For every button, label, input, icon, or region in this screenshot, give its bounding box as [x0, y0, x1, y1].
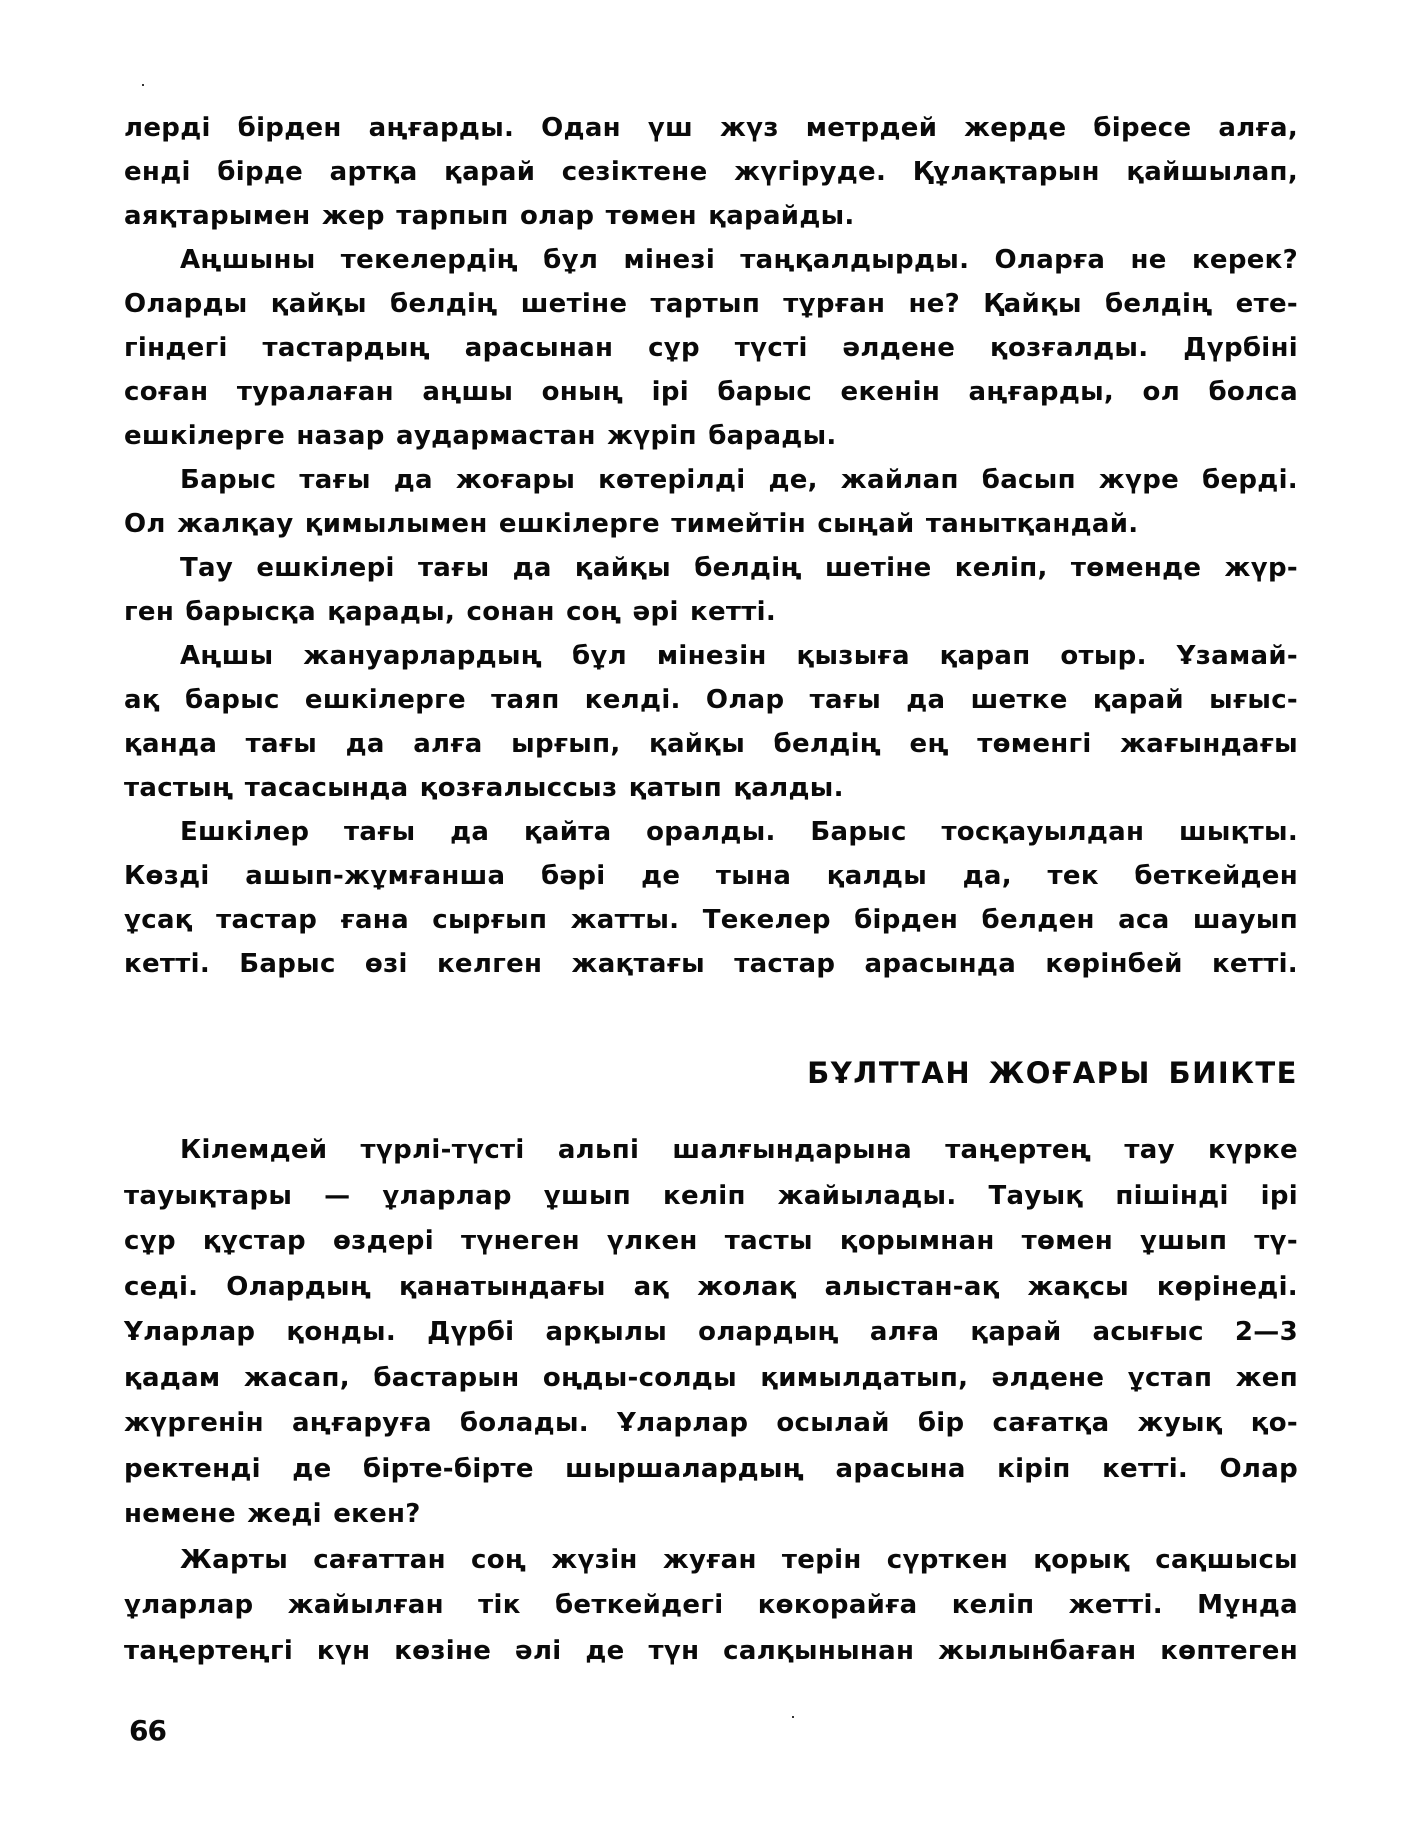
paragraph: [124, 1128, 1298, 1538]
text-line: ешкілерге назар аудармастан жүріп барады.: [124, 421, 837, 451]
print-speck: [142, 84, 144, 86]
text-line: ректенді де бірте-бірте шыршалардың арасына кіріп кетті. Олар: [124, 1453, 1298, 1484]
text-line: сұр құстар өздері түнеген үлкен тасты қорымнан төмен ұшып тү-: [124, 1226, 1298, 1256]
text-line: Барыс тағы да жоғары көтерілді де, жайлап басып жүре берді.: [180, 465, 1298, 495]
text-line: таңертеңгі күн көзіне әлі де түн салқынынан жылынбаған көптеген: [124, 1635, 1298, 1666]
text-line: тастың тасасында қозғалыссыз қатып қалды.: [124, 773, 844, 803]
paragraph: [124, 810, 1298, 986]
text-line: Аңшы жануарлардың бұл мінезін қызыға қарап отыр. Ұзамай-: [180, 641, 1298, 671]
paragraph: [124, 238, 1298, 458]
text-line: Көзді ашып-жұмғанша бәрі де тына қалды да, тек беткейден: [124, 861, 1298, 891]
text-line: қанда тағы да алға ырғып, қайқы белдің ең төменгі жағындағы: [124, 729, 1298, 759]
text-line: ақ барыс ешкілерге таяп келді. Олар тағы да шетке қарай ығыс-: [124, 685, 1298, 715]
text-line: ұсақ тастар ғана сырғып жатты. Текелер бірден белден аса шауып: [124, 905, 1298, 935]
text-line: соған туралаған аңшы оның ірі барыс екенін аңғарды, ол болса: [124, 377, 1298, 407]
text-line: Кілемдей түрлі-түсті альпі шалғындарына таңертең тау күрке: [180, 1135, 1298, 1165]
section-heading: БҰЛТТАН ЖОҒАРЫ БИІКТЕ: [807, 1056, 1298, 1090]
paragraph: [124, 458, 1298, 546]
text-line: Ұларлар қонды. Дүрбі арқылы олардың алға қарай асығыс 2—3: [124, 1317, 1298, 1347]
section-2-text: [124, 1128, 1298, 1674]
text-line: Жарты сағаттан соң жүзін жуған терін сүрткен қорық сақшысы: [180, 1544, 1298, 1575]
text-line: енді бірде артқа қарай сезіктене жүгіруде. Құлақтарын қайшылап,: [124, 157, 1298, 187]
text-line: қадам жасап, бастарын оңды-солды қимылдатып, әлдене ұстап жеп: [124, 1362, 1298, 1393]
text-line: лерді бірден аңғарды. Одан үш жүз метрдей жерде біресе алға,: [124, 113, 1298, 143]
text-line: аяқтарымен жер тарпып олар төмен қарайды.: [124, 201, 855, 231]
paragraph: [124, 106, 1298, 238]
print-speck: [792, 1716, 794, 1718]
text-line: гіндегі тастардың арасынан сұр түсті әлдене қозғалды. Дүрбіні: [124, 333, 1298, 363]
text-line: Оларды қайқы белдің шетіне тартып тұрған не? Қайқы белдің ете-: [124, 289, 1298, 319]
text-line: ұларлар жайылған тік беткейдегі көкорайға келіп жетті. Мұнда: [124, 1590, 1298, 1620]
text-line: ген барысқа қарады, сонан соң әрі кетті.: [124, 597, 777, 627]
text-line: тауықтары — ұларлар ұшып келіп жайылады. Тауық пішінді ірі: [124, 1180, 1298, 1211]
text-line: седі. Олардың қанатындағы ақ жолақ алыстан-ақ жақсы көрінеді.: [124, 1271, 1298, 1302]
paragraph: [124, 634, 1298, 810]
text-line: немене жеді екен?: [124, 1499, 421, 1529]
text-line: Аңшыны текелердің бұл мінезі таңқалдырды. Оларға не керек?: [180, 245, 1298, 275]
text-line: жүргенін аңғаруға болады. Ұларлар осылай бір сағатқа жуық қо-: [124, 1408, 1298, 1438]
paragraph: [124, 546, 1298, 634]
section-1-text: [124, 106, 1298, 986]
text-line: Тау ешкілері тағы да қайқы белдің шетіне келіп, төменде жүр-: [180, 553, 1298, 583]
text-line: кетті. Барыс өзі келген жақтағы тастар арасында көрінбей кетті.: [124, 949, 1298, 979]
paragraph: [124, 1538, 1298, 1675]
text-line: Ол жалқау қимылымен ешкілерге тимейтін сыңай танытқандай.: [124, 509, 1139, 539]
page-number: 66: [129, 1714, 166, 1747]
text-line: Ешкілер тағы да қайта оралды. Барыс тосқауылдан шықты.: [180, 817, 1298, 847]
